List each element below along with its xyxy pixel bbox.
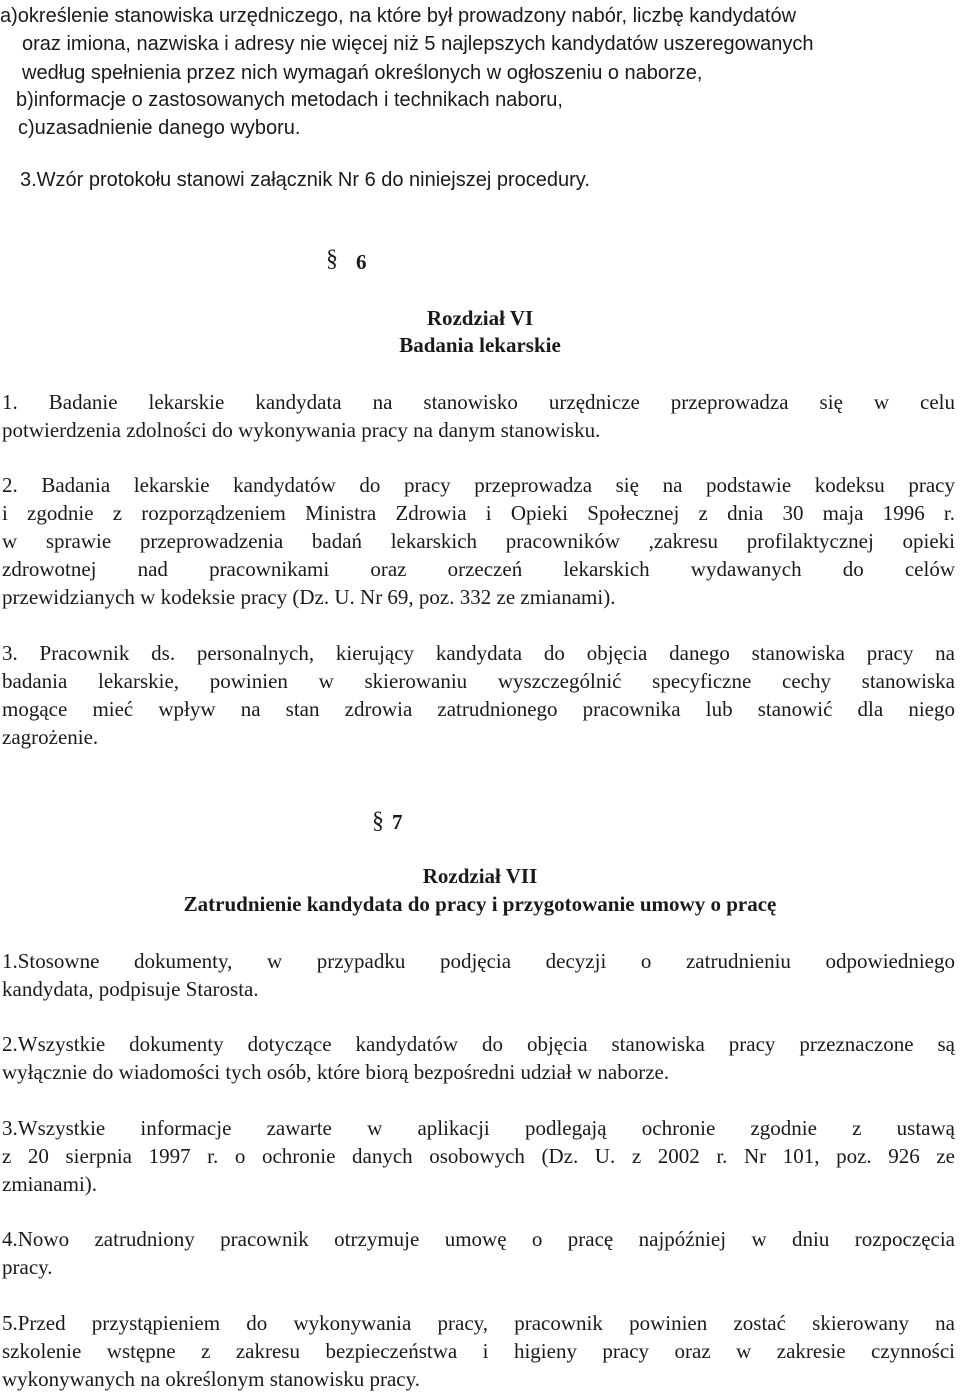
s6-p2-line: 2. Badania lekarskie kandydatów do pracy przeprowadza się na podstawie kodeksu pracy (2, 473, 955, 497)
s7-p1-line: 1.Stosowne dokumenty, w przypadku podjęcia decyzji o zatrudnieniu odpowiedniego (2, 949, 955, 973)
intro-item-a-line1: a)określenie stanowiska urzędniczego, na które był prowadzony nabór, liczbę kandydatów (0, 5, 797, 27)
section-6-chapter: Rozdział VI (426, 306, 534, 330)
section-7-number: 7 (392, 810, 403, 834)
s7-p5-line: wykonywanych na określonym stanowisku pracy. (2, 1367, 420, 1391)
s6-p3-line: badania lekarskie, powinien w skierowaniu wyszczególnić specyficzne cechy stanowiska (2, 669, 955, 693)
section-7-chapter: Rozdział VII (422, 864, 538, 888)
s6-p1-line: potwierdzenia zdolności do wykonywania pracy na danym stanowisku. (2, 418, 601, 442)
section-6-number: 6 (356, 250, 367, 274)
intro-item-c: c)uzasadnienie danego wyboru. (18, 117, 301, 139)
s7-p1-line: kandydata, podpisuje Starosta. (2, 977, 259, 1001)
s6-p3-line: zagrożenie. (2, 725, 99, 749)
s7-p3-line: 3.Wszystkie informacje zawarte w aplikacji podlegają ochronie zgodnie z ustawą (2, 1116, 955, 1140)
s6-p2-line: w sprawie przeprowadzenia badań lekarskich pracowników ,zakresu profilaktycznej opieki (2, 529, 955, 553)
s7-p2-line: 2.Wszystkie dokumenty dotyczące kandydatów do objęcia stanowiska pracy przeznaczone są (2, 1032, 955, 1056)
s6-p3-line: mogące mieć wpływ na stan zdrowia zatrudnionego pracownika lub stanowić dla niego (2, 697, 955, 721)
section-7-title: Zatrudnienie kandydata do pracy i przygotowanie umowy o pracę (183, 892, 777, 916)
intro-item-a-line2: oraz imiona, nazwiska i adresy nie więcej niż 5 najlepszych kandydatów uszeregowanych (22, 33, 814, 55)
s7-p4-line: pracy. (2, 1255, 53, 1279)
s7-p5-line: 5.Przed przystąpieniem do wykonywania pracy, pracownik powinien zostać skierowany na (2, 1311, 955, 1335)
intro-item-a-line3: według spełnienia przez nich wymagań określonych w ogłoszeniu o naborze, (22, 62, 703, 84)
s6-p3-line: 3. Pracownik ds. personalnych, kierujący kandydata do objęcia danego stanowiska pracy na (2, 641, 955, 665)
intro-item-b: b)informacje o zastosowanych metodach i technikach naboru, (16, 89, 563, 111)
s6-p2-line: i zgodnie z rozporządzeniem Ministra Zdrowia i Opieki Społecznej z dnia 30 maja 1996 r. (2, 501, 955, 525)
section-6-title: Badania lekarskie (399, 333, 561, 357)
s7-p5-line: szkolenie wstępne z zakresu bezpieczeństwa i higieny pracy oraz w zakresie czynności (2, 1339, 955, 1363)
s6-p2-line: przewidzianych w kodeksie pracy (Dz. U. Nr 69, poz. 332 ze zmianami). (2, 585, 616, 609)
section-sign-icon: § (372, 808, 384, 834)
s7-p4-line: 4.Nowo zatrudniony pracownik otrzymuje umowę o pracę najpóźniej w dniu rozpoczęcia (2, 1227, 955, 1251)
s7-p3-line: zmianami). (2, 1172, 98, 1196)
s7-p2-line: wyłącznie do wiadomości tych osób, które biorą bezpośredni udział w naborze. (2, 1060, 670, 1084)
s6-p2-line: zdrowotnej nad pracownikami oraz orzeczeń lekarskich wydawanych do celów (2, 557, 955, 581)
section-sign-icon: § (326, 246, 338, 272)
s6-p1-line: 1. Badanie lekarskie kandydata na stanowisko urzędnicze przeprowadza się w celu (2, 390, 955, 414)
s7-p3-line: z 20 sierpnia 1997 r. o ochronie danych osobowych (Dz. U. z 2002 r. Nr 101, poz. 926 ze (2, 1144, 955, 1168)
intro-point-3: 3.Wzór protokołu stanowi załącznik Nr 6 do niniejszej procedury. (20, 169, 590, 191)
